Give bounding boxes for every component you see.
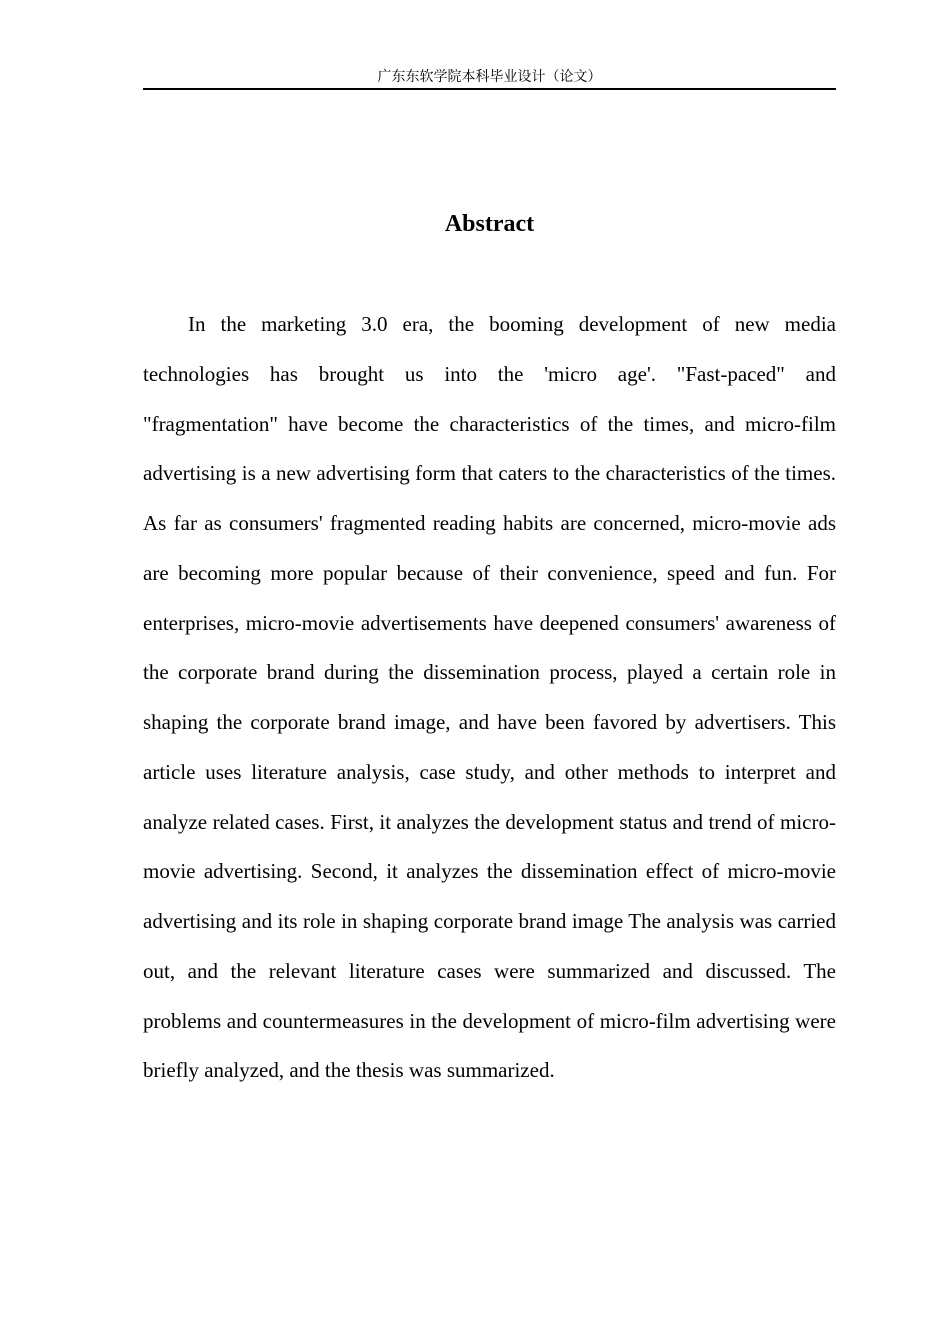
header-rule: [143, 88, 836, 90]
page-header: 广东东软学院本科毕业设计（论文）: [377, 69, 602, 85]
page-title: Abstract: [444, 211, 535, 237]
abstract-paragraph: In the marketing 3.0 era, the booming development of new media technologies has brought us into the 'micro age'. "Fast-paced" and "fragmentation" have become the characteristics of the times, and micro-film advertising is a new advertising form that caters to the characteristics of the times. As far as consumers' fragmented reading habits are concerned, micro-movie ads are becoming more popular because of their convenience, speed and fun. For enterprises, micro-movie advertisements have deepened consumers' awareness of the corporate brand during the dissemination process, played a certain role in shaping the corporate brand image, and have been favored by advertisers. This article uses literature analysis, case study, and other methods to interpret and analyze related cases. First, it analyzes the development status and trend of micro-movie advertising. Second, it analyzes the dissemination effect of micro-movie advertising and its role in shaping corporate brand image The analysis was carried out, and the relevant literature cases were summarized and discussed. The problems and countermeasures in the development of micro-film advertising were briefly analyzed, and the thesis was summarized.: [143, 312, 836, 1083]
